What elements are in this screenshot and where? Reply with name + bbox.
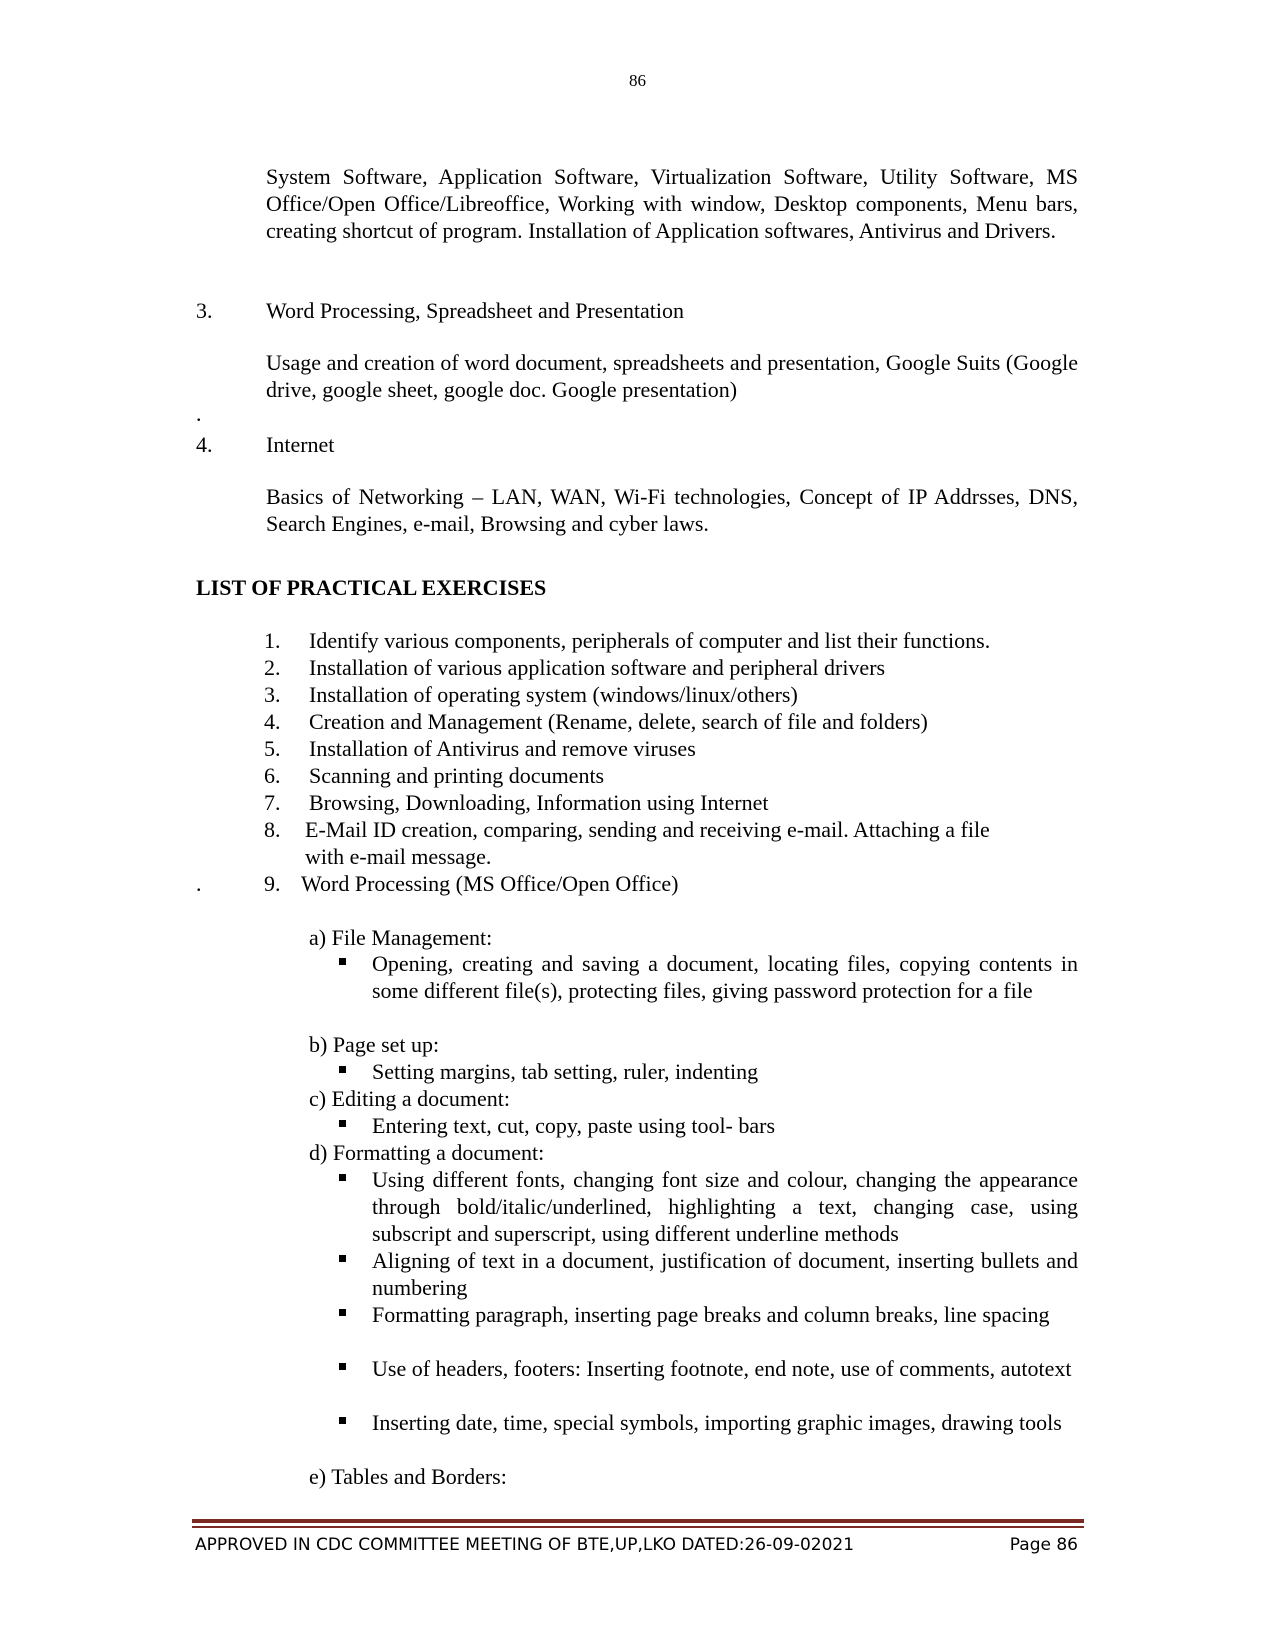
footer-approval-text: APPROVED IN CDC COMMITTEE MEETING OF BTE,UP,LKO DATED:26-09-02021 <box>195 1535 855 1555</box>
exercise-number: 2. <box>264 655 281 680</box>
exercise-text: Identify various components, peripherals of computer and list their functions. <box>309 628 991 653</box>
square-bullet-icon <box>339 958 346 965</box>
exercise-number: 5. <box>264 736 281 761</box>
exercise-number: 8. <box>264 817 281 842</box>
footer-page-number: Page 86 <box>1009 1535 1078 1555</box>
exercise-text: Installation of various application software and peripheral drivers <box>309 655 886 680</box>
square-bullet-icon <box>339 1066 346 1073</box>
exercise-number: 3. <box>264 682 281 707</box>
footer-rule-thin <box>192 1526 1084 1528</box>
bullet-text: Aligning of text in a document, justification of document, inserting bullets and numbering <box>372 1248 1078 1300</box>
exercise-text: Word Processing (MS Office/Open Office) <box>301 871 679 896</box>
exercise-text: Creation and Management (Rename, delete, search of file and folders) <box>309 709 928 734</box>
square-bullet-icon <box>339 1363 346 1370</box>
bullet-text: Setting margins, tab setting, ruler, indenting <box>372 1059 759 1084</box>
exercise-number: 1. <box>264 628 281 653</box>
exercise-text: Installation of operating system (windows/linux/others) <box>309 682 798 707</box>
section-number: 3. <box>196 298 213 323</box>
exercise-number: 4. <box>264 709 281 734</box>
section-title: Internet <box>266 432 335 457</box>
sub-item-label: c) Editing a document: <box>309 1086 510 1111</box>
exercise-number: 6. <box>264 763 281 788</box>
section-title: Word Processing, Spreadsheet and Presentation <box>266 298 684 323</box>
exercise-text: Installation of Antivirus and remove viruses <box>309 736 696 761</box>
bullet-text: Entering text, cut, copy, paste using tool- bars <box>372 1113 776 1138</box>
sub-item-label: d) Formatting a document: <box>309 1140 545 1165</box>
exercise-number: 9. <box>264 871 281 896</box>
exercise-text: E-Mail ID creation, comparing, sending and receiving e-mail. Attaching a file <box>305 817 990 842</box>
stray-dot: . <box>196 401 202 426</box>
square-bullet-icon <box>339 1417 346 1424</box>
section-body: Basics of Networking – LAN, WAN, Wi-Fi technologies, Concept of IP Addrsses, DNS, Search Engines, e-mail, Browsing and cyber laws. <box>266 484 1078 536</box>
bullet-text: Using different fonts, changing font size and colour, changing the appearance through bold/italic/underlined, highlighting a text, changing case, using subscript and superscript, using different underline methods <box>372 1167 1078 1246</box>
section-number: 4. <box>196 432 213 457</box>
footer-rule-thick <box>192 1519 1084 1523</box>
square-bullet-icon <box>339 1174 346 1181</box>
bullet-text: Formatting paragraph, inserting page breaks and column breaks, line spacing <box>372 1302 1050 1327</box>
exercise-number: 7. <box>264 790 281 815</box>
intro-paragraph: System Software, Application Software, Virtualization Software, Utility Software, MS Office/Open Office/Libreoffice, Working with window, Desktop components, Menu bars, creating shortcut of program. Installation of Application softwares, Antivirus and Drivers. <box>266 164 1078 243</box>
exercise-text: Scanning and printing documents <box>309 763 605 788</box>
stray-dot: . <box>196 871 202 896</box>
exercise-text: Browsing, Downloading, Information using Internet <box>309 790 769 815</box>
practical-heading: LIST OF PRACTICAL EXERCISES <box>196 575 547 600</box>
bullet-text: Use of headers, footers: Inserting footnote, end note, use of comments, autotext <box>372 1356 1072 1381</box>
sub-item-label: a) File Management: <box>309 925 493 950</box>
page-number-top: 86 <box>629 71 646 90</box>
square-bullet-icon <box>339 1120 346 1127</box>
sub-item-label: e) Tables and Borders: <box>309 1464 507 1489</box>
exercise-text-continued: with e-mail message. <box>305 844 492 869</box>
bullet-text: Opening, creating and saving a document, locating files, copying contents in some different file(s), protecting files, giving password protection for a file <box>372 951 1078 1003</box>
square-bullet-icon <box>339 1309 346 1316</box>
section-body: Usage and creation of word document, spreadsheets and presentation, Google Suits (Google drive, google sheet, google doc. Google presentation) <box>266 350 1078 402</box>
bullet-text: Inserting date, time, special symbols, importing graphic images, drawing tools <box>372 1410 1062 1435</box>
square-bullet-icon <box>339 1255 346 1262</box>
sub-item-label: b) Page set up: <box>309 1032 440 1057</box>
